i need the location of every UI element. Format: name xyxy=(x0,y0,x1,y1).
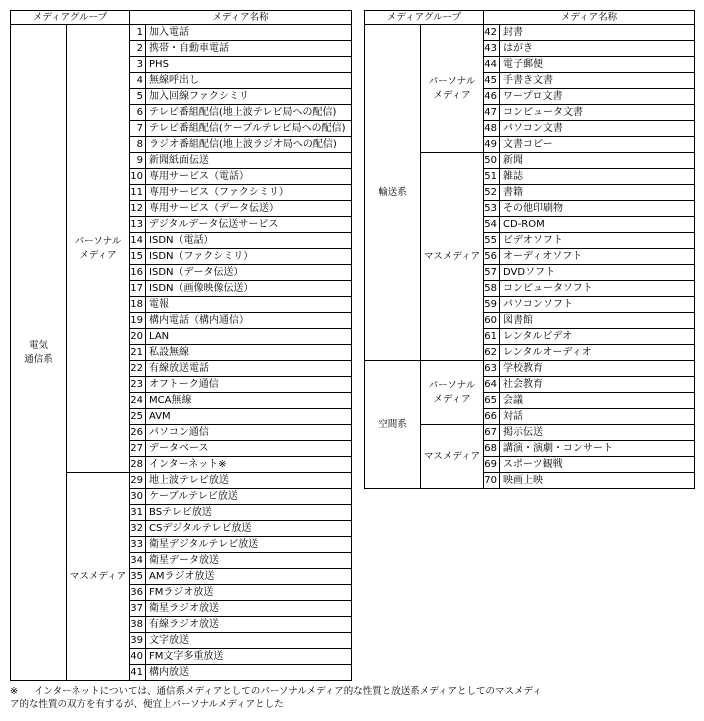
media-number: 4 xyxy=(130,73,146,89)
media-name: BSテレビ放送 xyxy=(146,505,352,521)
media-name: 衛星ラジオ放送 xyxy=(146,601,352,617)
left-media-table xyxy=(10,10,352,681)
media-name: 無線呼出し xyxy=(146,73,352,89)
footnote-line-2: ア的な性質の双方を有するが、便宜上パーソナルメディアとした xyxy=(10,699,284,710)
media-name: 雑誌 xyxy=(500,169,695,185)
subgroup-mass-media: マスメディア xyxy=(67,473,130,681)
media-number: 21 xyxy=(130,345,146,361)
media-number: 53 xyxy=(484,201,500,217)
table-row xyxy=(365,25,695,41)
media-number: 40 xyxy=(130,649,146,665)
table-row xyxy=(11,25,352,41)
media-name: コンピュータソフト xyxy=(500,281,695,297)
subgroup-mass-media: マスメディア xyxy=(421,425,484,489)
media-name: 対話 xyxy=(500,409,695,425)
media-number: 12 xyxy=(130,201,146,217)
media-number: 25 xyxy=(130,409,146,425)
media-name: スポーツ観戦 xyxy=(500,457,695,473)
media-number: 3 xyxy=(130,57,146,73)
media-number: 64 xyxy=(484,377,500,393)
media-name: 構内電話（構内通信） xyxy=(146,313,352,329)
media-name: 私設無線 xyxy=(146,345,352,361)
media-name: オフトーク通信 xyxy=(146,377,352,393)
media-number: 57 xyxy=(484,265,500,281)
media-name: ビデオソフト xyxy=(500,233,695,249)
header-row xyxy=(11,11,352,25)
media-number: 55 xyxy=(484,233,500,249)
media-name: ISDN（画像映像伝送） xyxy=(146,281,352,297)
media-number: 60 xyxy=(484,313,500,329)
media-name: AVM xyxy=(146,409,352,425)
media-number: 30 xyxy=(130,489,146,505)
media-number: 43 xyxy=(484,41,500,57)
media-name: 学校教育 xyxy=(500,361,695,377)
media-name: 電報 xyxy=(146,297,352,313)
media-name: 専用サービス（ファクシミリ） xyxy=(146,185,352,201)
media-number: 5 xyxy=(130,89,146,105)
media-name: テレビ番組配信(ケーブルテレビ局への配信) xyxy=(146,121,352,137)
media-name: インターネット※ xyxy=(146,457,352,473)
media-number: 69 xyxy=(484,457,500,473)
media-name: 有線放送電話 xyxy=(146,361,352,377)
media-name: 携帯・自動車電話 xyxy=(146,41,352,57)
media-name: 専用サービス（データ伝送） xyxy=(146,201,352,217)
media-name: 有線ラジオ放送 xyxy=(146,617,352,633)
header-row xyxy=(365,11,695,25)
media-name: テレビ番組配信(地上波テレビ局への配信) xyxy=(146,105,352,121)
group-denki-tsushin: 電気 通信系 xyxy=(11,25,67,681)
right-media-table xyxy=(364,10,695,489)
media-number: 18 xyxy=(130,297,146,313)
header-group: メディアグループ xyxy=(365,11,484,25)
media-number: 24 xyxy=(130,393,146,409)
media-name: ケーブルテレビ放送 xyxy=(146,489,352,505)
media-name: データベース xyxy=(146,441,352,457)
media-number: 38 xyxy=(130,617,146,633)
media-name: 講演・演劇・コンサート xyxy=(500,441,695,457)
media-name: 地上波テレビ放送 xyxy=(146,473,352,489)
media-name: 電子郵便 xyxy=(500,57,695,73)
subgroup-mass-media: マスメディア xyxy=(421,153,484,361)
media-number: 29 xyxy=(130,473,146,489)
media-number: 70 xyxy=(484,473,500,489)
footnote-line-1: インターネットについては、通信系メディアとしてのパーソナルメディア的な性質と放送系メディアとしてのマスメディ xyxy=(34,686,542,697)
media-name: 加入電話 xyxy=(146,25,352,41)
subgroup-personal-media: パーソナル メディア xyxy=(421,361,484,425)
media-number: 9 xyxy=(130,153,146,169)
media-name: ワープロ文書 xyxy=(500,89,695,105)
header-name: メディア名称 xyxy=(484,11,695,25)
media-number: 33 xyxy=(130,537,146,553)
media-name: ISDN（ファクシミリ） xyxy=(146,249,352,265)
media-number: 54 xyxy=(484,217,500,233)
media-name: 加入回線ファクシミリ xyxy=(146,89,352,105)
media-name: PHS xyxy=(146,57,352,73)
media-number: 17 xyxy=(130,281,146,297)
media-number: 6 xyxy=(130,105,146,121)
media-number: 1 xyxy=(130,25,146,41)
group-yuso: 輸送系 xyxy=(365,25,421,361)
media-name: パソコンソフト xyxy=(500,297,695,313)
media-name: 社会教育 xyxy=(500,377,695,393)
media-name: 新聞 xyxy=(500,153,695,169)
group-kukan: 空間系 xyxy=(365,361,421,489)
media-number: 36 xyxy=(130,585,146,601)
media-name: ISDN（電話） xyxy=(146,233,352,249)
media-number: 48 xyxy=(484,121,500,137)
media-number: 67 xyxy=(484,425,500,441)
media-name: 映画上映 xyxy=(500,473,695,489)
media-number: 19 xyxy=(130,313,146,329)
media-name: ISDN（データ伝送） xyxy=(146,265,352,281)
media-name: 新聞紙面伝送 xyxy=(146,153,352,169)
media-number: 20 xyxy=(130,329,146,345)
media-name: 書籍 xyxy=(500,185,695,201)
media-number: 8 xyxy=(130,137,146,153)
media-name: 構内放送 xyxy=(146,665,352,681)
media-number: 65 xyxy=(484,393,500,409)
media-number: 34 xyxy=(130,553,146,569)
table-row xyxy=(365,361,695,377)
media-name: 手書き文書 xyxy=(500,73,695,89)
media-name: 衛星データ放送 xyxy=(146,553,352,569)
media-number: 13 xyxy=(130,217,146,233)
media-number: 35 xyxy=(130,569,146,585)
subgroup-personal-media: パーソナル メディア xyxy=(421,25,484,153)
media-name: CD-ROM xyxy=(500,217,695,233)
media-number: 46 xyxy=(484,89,500,105)
media-name: レンタルビデオ xyxy=(500,329,695,345)
media-number: 27 xyxy=(130,441,146,457)
media-name: 文字放送 xyxy=(146,633,352,649)
media-number: 32 xyxy=(130,521,146,537)
footnote-mark: ※ xyxy=(10,686,18,697)
media-number: 37 xyxy=(130,601,146,617)
media-number: 7 xyxy=(130,121,146,137)
media-number: 42 xyxy=(484,25,500,41)
media-name: レンタルオーディオ xyxy=(500,345,695,361)
media-name: デジタルデータ伝送サービス xyxy=(146,217,352,233)
media-name: 衛星デジタルテレビ放送 xyxy=(146,537,352,553)
media-number: 63 xyxy=(484,361,500,377)
media-name: 専用サービス（電話） xyxy=(146,169,352,185)
media-name: FMラジオ放送 xyxy=(146,585,352,601)
media-number: 45 xyxy=(484,73,500,89)
media-number: 66 xyxy=(484,409,500,425)
media-number: 16 xyxy=(130,265,146,281)
media-number: 44 xyxy=(484,57,500,73)
media-number: 39 xyxy=(130,633,146,649)
media-number: 50 xyxy=(484,153,500,169)
media-number: 31 xyxy=(130,505,146,521)
media-name: パソコン通信 xyxy=(146,425,352,441)
subgroup-personal-media: パーソナル メディア xyxy=(67,25,130,473)
media-name: LAN xyxy=(146,329,352,345)
media-number: 2 xyxy=(130,41,146,57)
media-number: 15 xyxy=(130,249,146,265)
media-name: CSデジタルテレビ放送 xyxy=(146,521,352,537)
media-name: 掲示伝送 xyxy=(500,425,695,441)
media-number: 22 xyxy=(130,361,146,377)
media-number: 47 xyxy=(484,105,500,121)
media-number: 49 xyxy=(484,137,500,153)
media-name: 封書 xyxy=(500,25,695,41)
media-name: パソコン文書 xyxy=(500,121,695,137)
media-name: AMラジオ放送 xyxy=(146,569,352,585)
media-name: その他印刷物 xyxy=(500,201,695,217)
media-number: 58 xyxy=(484,281,500,297)
media-number: 41 xyxy=(130,665,146,681)
media-number: 59 xyxy=(484,297,500,313)
media-number: 14 xyxy=(130,233,146,249)
media-name: DVDソフト xyxy=(500,265,695,281)
media-name: オーディオソフト xyxy=(500,249,695,265)
media-name: コンピュータ文書 xyxy=(500,105,695,121)
media-name: 会議 xyxy=(500,393,695,409)
media-name: はがき xyxy=(500,41,695,57)
media-number: 68 xyxy=(484,441,500,457)
media-name: ラジオ番組配信(地上波ラジオ局への配信) xyxy=(146,137,352,153)
header-name: メディア名称 xyxy=(130,11,352,25)
media-number: 23 xyxy=(130,377,146,393)
media-number: 10 xyxy=(130,169,146,185)
media-number: 11 xyxy=(130,185,146,201)
media-name: FM文字多重放送 xyxy=(146,649,352,665)
media-number: 51 xyxy=(484,169,500,185)
media-name: 文書コピー xyxy=(500,137,695,153)
media-number: 61 xyxy=(484,329,500,345)
media-number: 62 xyxy=(484,345,500,361)
media-number: 56 xyxy=(484,249,500,265)
media-number: 28 xyxy=(130,457,146,473)
media-number: 26 xyxy=(130,425,146,441)
media-name: 図書館 xyxy=(500,313,695,329)
media-name: MCA無線 xyxy=(146,393,352,409)
header-group: メディアグループ xyxy=(11,11,130,25)
media-number: 52 xyxy=(484,185,500,201)
